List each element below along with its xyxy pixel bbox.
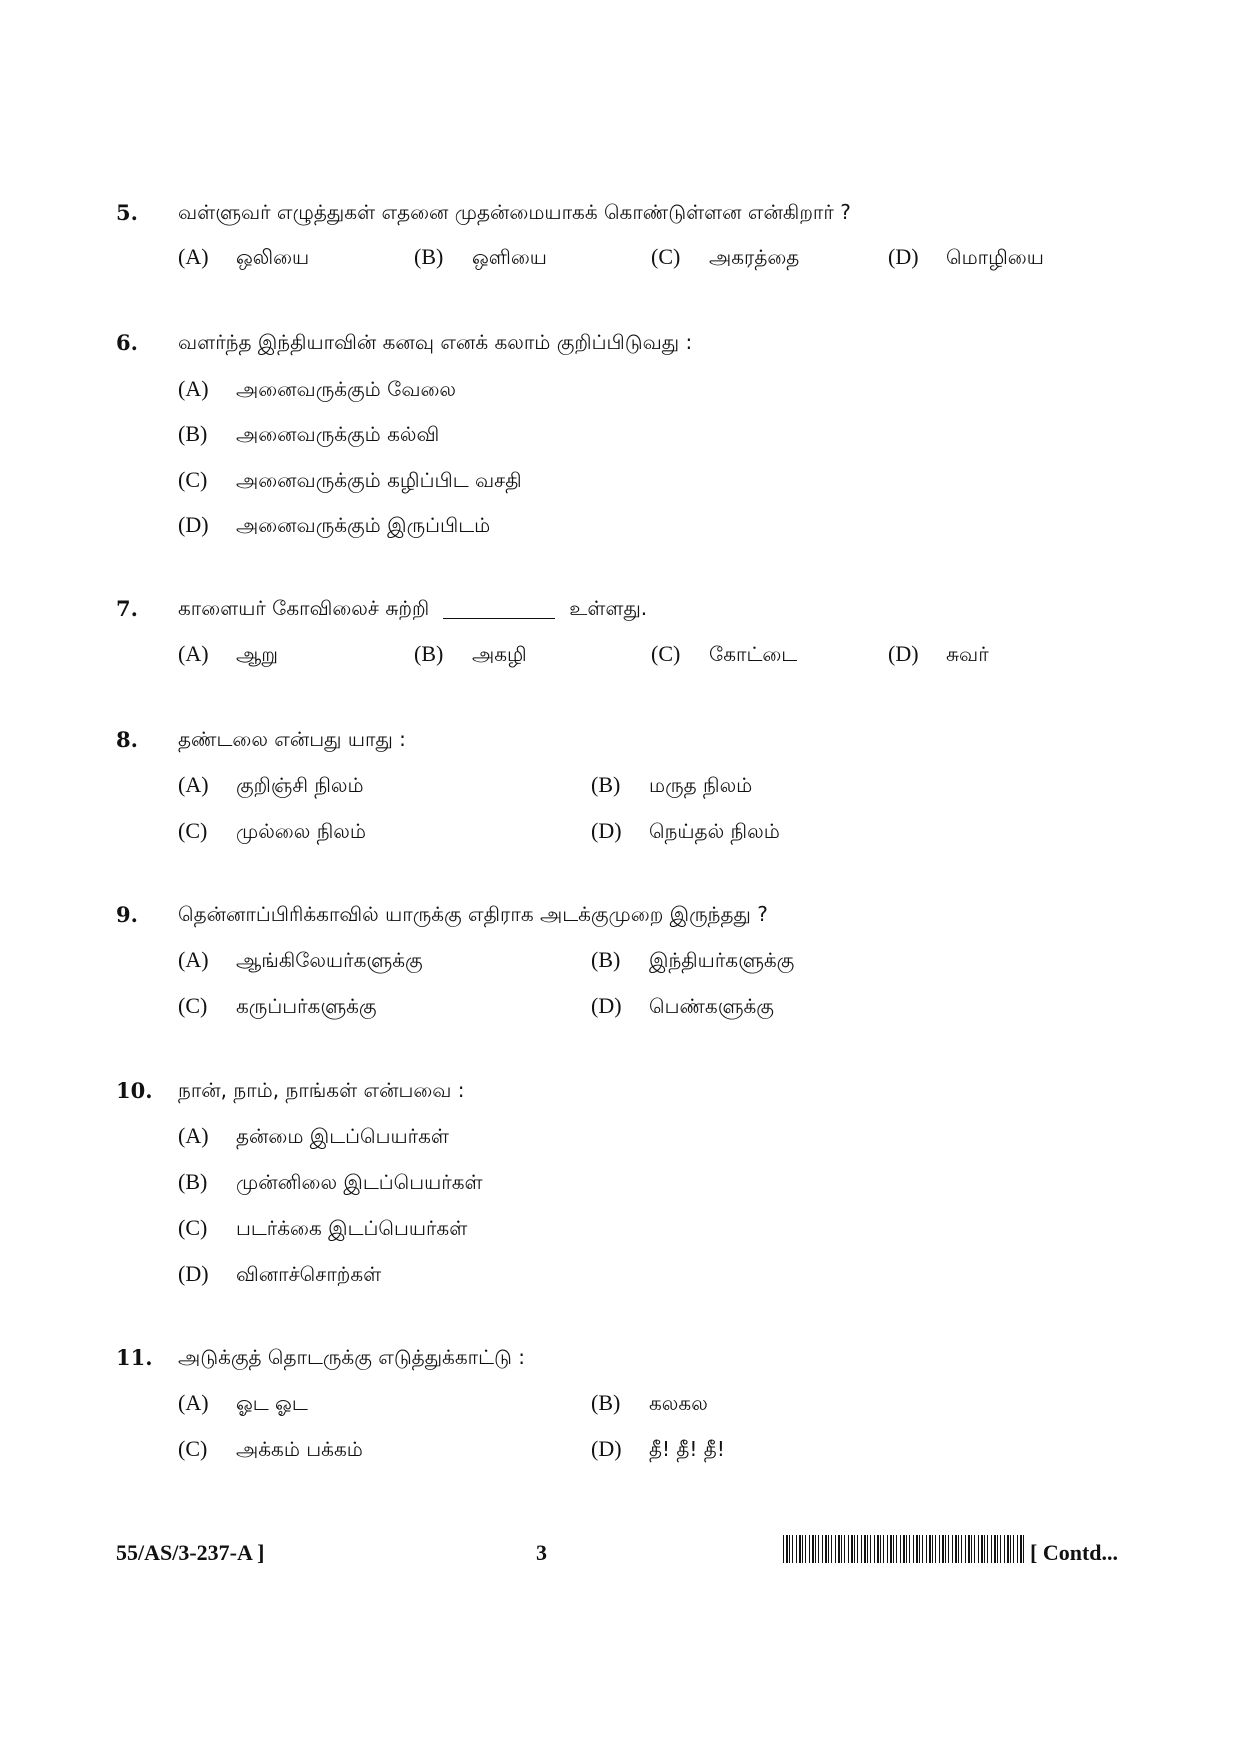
option-b[interactable] (178, 421, 439, 449)
option-text: முன்னிலை இடப்பெயர்கள் (236, 1170, 483, 1194)
option-label: (B) (591, 1390, 621, 1415)
option-a[interactable] (178, 1123, 449, 1151)
option-label: (B) (178, 1169, 208, 1194)
option-c[interactable] (178, 1215, 467, 1243)
question-text: தென்னாப்பிரிக்காவில் யாருக்கு எதிராக அடக்குமுறை இருந்தது ? (178, 902, 768, 926)
option-label: (C) (178, 467, 208, 492)
option-text: அனைவருக்கும் இருப்பிடம் (236, 513, 491, 537)
option-label: (A) (178, 947, 209, 972)
option-c[interactable] (178, 1436, 363, 1464)
question-text-before: காளையர் கோவிலைச் சுற்றி (178, 596, 430, 620)
option-a[interactable] (178, 772, 364, 800)
option-a[interactable] (178, 641, 278, 669)
question-text: வள்ளுவர் எழுத்துகள் எதனை முதன்மையாகக் கொண்டுள்ளன என்கிறார் ? (178, 200, 851, 224)
page-number: 3 (536, 1540, 547, 1565)
option-text: கோட்டை (709, 642, 798, 666)
option-text: தன்மை இடப்பெயர்கள் (236, 1124, 449, 1148)
option-label: (D) (888, 641, 919, 666)
option-label: (B) (414, 244, 444, 269)
answer-blank (443, 618, 555, 619)
option-text: கருப்பர்களுக்கு (236, 994, 377, 1018)
option-label: (D) (888, 244, 919, 269)
option-c[interactable] (178, 993, 377, 1021)
option-label: (C) (178, 993, 208, 1018)
option-label: (B) (414, 641, 444, 666)
option-text: அனைவருக்கும் வேலை (236, 377, 456, 401)
option-a[interactable] (178, 1390, 308, 1418)
option-d[interactable] (591, 1436, 725, 1464)
option-b[interactable] (591, 772, 752, 800)
option-label: (D) (591, 818, 622, 843)
option-text: ஓட ஓட (236, 1391, 308, 1415)
option-text: ஒளியை (472, 245, 547, 269)
option-label: (B) (178, 421, 208, 446)
option-label: (D) (591, 993, 622, 1018)
question-number: 10. (116, 1078, 153, 1103)
option-c[interactable] (651, 244, 799, 272)
option-label: (C) (651, 641, 681, 666)
option-text: ஆங்கிலேயர்களுக்கு (236, 948, 423, 972)
option-text: பெண்களுக்கு (649, 994, 774, 1018)
option-text: ஆறு (236, 642, 279, 666)
option-text: மருத நிலம் (649, 773, 753, 797)
question-number: 5. (116, 200, 138, 225)
question-number: 6. (116, 330, 138, 355)
option-label: (A) (178, 244, 209, 269)
option-b[interactable] (414, 641, 527, 669)
option-a[interactable] (178, 376, 456, 404)
option-text: அனைவருக்கும் கழிப்பிட வசதி (236, 468, 522, 492)
option-d[interactable] (888, 641, 989, 669)
option-text: சுவர் (946, 642, 989, 666)
option-label: (D) (178, 512, 209, 537)
question-number: 7. (116, 596, 138, 621)
option-label: (A) (178, 641, 209, 666)
question-text: வளர்ந்த இந்தியாவின் கனவு எனக் கலாம் குறிப்பிடுவது : (178, 330, 693, 354)
option-text: முல்லை நிலம் (236, 819, 366, 843)
option-text: மொழியை (946, 245, 1044, 269)
option-d[interactable] (591, 818, 780, 846)
question-text-after: உள்ளது. (569, 596, 648, 620)
option-text: தீ! தீ! தீ! (649, 1437, 725, 1461)
option-label: (D) (591, 1436, 622, 1461)
option-a[interactable] (178, 947, 423, 975)
option-label: (A) (178, 1390, 209, 1415)
option-b[interactable] (591, 1390, 708, 1418)
option-label: (C) (178, 1215, 208, 1240)
question-text: தண்டலை என்பது யாது : (178, 727, 406, 751)
option-text: அனைவருக்கும் கல்வி (236, 422, 440, 446)
option-c[interactable] (178, 467, 522, 495)
option-text: நெய்தல் நிலம் (649, 819, 780, 843)
option-text: ஒலியை (236, 245, 310, 269)
option-b[interactable] (414, 244, 547, 272)
option-c[interactable] (651, 641, 797, 669)
question-number: 8. (116, 727, 138, 752)
option-label: (B) (591, 947, 621, 972)
option-b[interactable] (591, 947, 794, 975)
option-d[interactable] (591, 993, 774, 1021)
option-d[interactable] (178, 1261, 381, 1289)
option-text: அகழி (472, 642, 527, 666)
paper-code: 55/AS/3-237-A ] (116, 1540, 265, 1565)
option-text: வினாச்சொற்கள் (236, 1262, 382, 1286)
contd-label: [ Contd... (1030, 1540, 1119, 1565)
question-text: நான், நாம், நாங்கள் என்பவை : (178, 1078, 465, 1102)
option-label: (B) (591, 772, 621, 797)
option-text: கலகல (649, 1391, 708, 1415)
option-text: அகரத்தை (709, 245, 800, 269)
option-d[interactable] (178, 512, 490, 540)
option-a[interactable] (178, 244, 309, 272)
option-label: (C) (178, 1436, 208, 1461)
option-label: (D) (178, 1261, 209, 1286)
option-text: படர்க்கை இடப்பெயர்கள் (236, 1216, 468, 1240)
question-number: 11. (116, 1345, 153, 1370)
option-c[interactable] (178, 818, 366, 846)
option-text: குறிஞ்சி நிலம் (236, 773, 364, 797)
option-label: (A) (178, 772, 209, 797)
option-d[interactable] (888, 244, 1044, 272)
option-label: (A) (178, 1123, 209, 1148)
question-text: அடுக்குத் தொடருக்கு எடுத்துக்காட்டு : (178, 1345, 525, 1369)
option-label: (C) (651, 244, 681, 269)
question-number: 9. (116, 902, 138, 927)
option-label: (A) (178, 376, 209, 401)
option-b[interactable] (178, 1169, 483, 1197)
option-label: (C) (178, 818, 208, 843)
option-text: அக்கம் பக்கம் (236, 1437, 363, 1461)
option-text: இந்தியர்களுக்கு (649, 948, 795, 972)
question-text (178, 596, 647, 623)
barcode (783, 1535, 1026, 1563)
